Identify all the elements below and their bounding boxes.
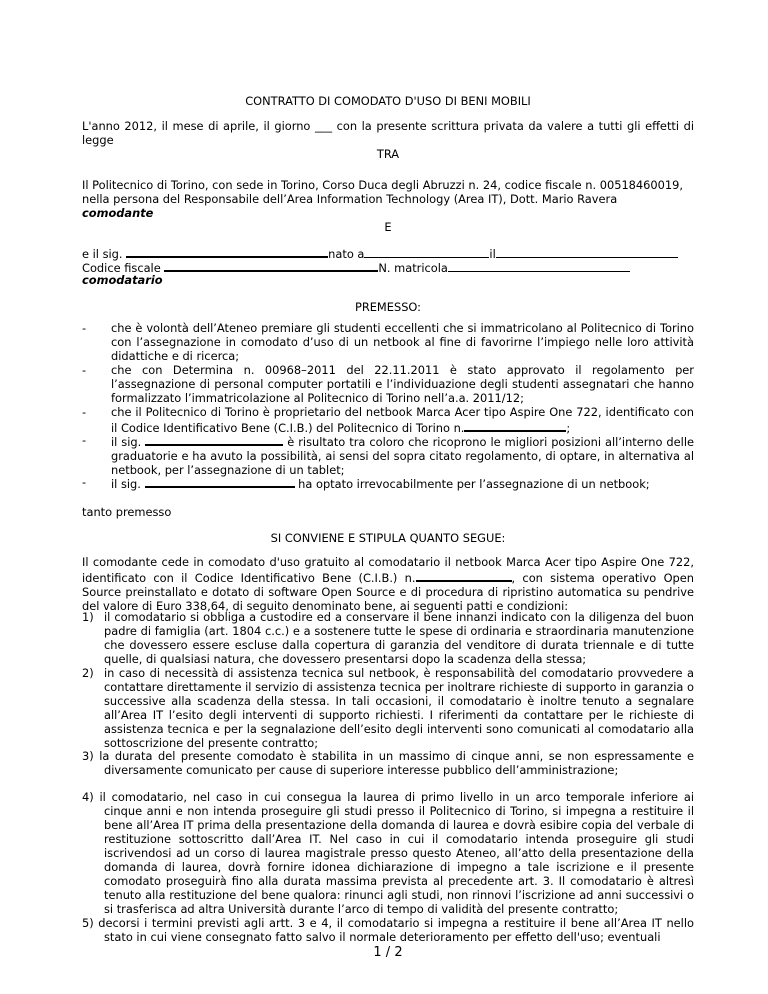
e-heading: E xyxy=(384,220,392,234)
premise-end: ; xyxy=(566,421,571,435)
premise-text: ha optato irrevocabilmente per l’assegnazione di un netbook; xyxy=(298,477,650,491)
tra-heading: TRA xyxy=(376,147,400,161)
bullet: - xyxy=(82,475,87,489)
premise-item xyxy=(111,405,694,435)
student-name-field xyxy=(145,433,283,446)
cf-field xyxy=(164,259,378,272)
student-name-field xyxy=(145,475,295,488)
bullet: - xyxy=(82,363,87,377)
bullet: - xyxy=(82,433,87,447)
intro-before: L'anno 2012, il mese di aprile, il giorno xyxy=(82,119,311,133)
premise-item: che è volontà dell’Ateneo premiare gli studenti eccellenti che si immatricolano al Politecnico di Torino con l’assegnazione in comodato d’uso di un netbook al fine di favorirne l’impiego nelle loro attività didattiche e di ricerca; xyxy=(111,321,694,363)
premise-item xyxy=(111,475,694,491)
comodante-role: comodante xyxy=(82,206,154,220)
cib-field xyxy=(464,419,566,432)
bullet: - xyxy=(82,321,87,335)
premise-text: il sig. xyxy=(111,477,141,491)
clause-number: 1) xyxy=(82,610,94,624)
nato-label: nato a xyxy=(328,247,365,261)
il-label: il xyxy=(489,247,496,261)
premise-text: che il Politecnico di Torino è proprietario del netbook Marca Acer tipo Aspire One 722, identificato con il Codice Identificativo Bene (C.I.B.) del Politecnico di Torino n. xyxy=(111,405,694,435)
premise-item: che con Determina n. 00968–2011 del 22.11.2011 è stato approvato il regolamento per l’assegnazione di personal computer portatili e l’individuazione degli studenti assegnatari che hanno formalizzato l’immatricolazione al Politecnico di Torino nell’a.a. 2011/12; xyxy=(111,363,694,405)
birthdate-field xyxy=(496,246,678,258)
document-title: CONTRATTO DI COMODATO D'USO DI BENI MOBILI xyxy=(245,94,531,108)
sig-label: e il sig. xyxy=(82,247,123,261)
cede-text: Il comodante cede in comodato d'uso gratuito al comodatario il netbook Marca Acer tipo Aspire One 722, identificato con il Codice Identificativo Bene (C.I.B.) n. xyxy=(82,555,694,585)
clause-4: 4) il comodatario, nel caso in cui consegua la laurea di primo livello in un arco temporale inferiore ai cinque anni e non intenda proseguire gli studi presso il Politecnico di Torino, si impegna a restituire il bene all’Area IT prima della presentazione della domanda di laurea e dovrà esibire copia del verbale di restituzione sottoscritto dall’Area IT. Nel caso in cui il comodatario intenda proseguire gli studi iscrivendosi ad un corso di laurea magistrale presso questo Ateneo, all’atto della presentazione della domanda di laurea, dovrà fornire idonea dichiarazione di impegno a tale iscrizione e il presente comodato proseguirà fino alla durata massima prevista al precedente art. 3. Il comodatario è altresì tenuto alla restituzione del bene qualora: rinunci agli studi, non rinnovi l’iscrizione ad anni successivi o si trasferisca ad altra Università durante l’arco di tempo di validità del presente contratto; xyxy=(82,790,694,916)
cede-text: , con sistema operativo Open Source preinstallato e dotato di software Open Source e di procedura di ripristino automatica su pendrive del valore di Euro 338,64, di seguito denominato bene, ai seguenti patti e condizioni: xyxy=(82,571,694,613)
cf-label: Codice fiscale xyxy=(82,261,161,275)
intro-paragraph xyxy=(82,119,694,147)
clause-1: il comodatario si obbliga a custodire ed a conservare il bene innanzi indicato con la diligenza del buon padre di famiglia (art. 1804 c.c.) e a sostenere tutte le spese di ordinaria e straordinaria manutenzione che dovessero essere escluse dalla copertura di garanzia del venditore di durata triennale e di tutte quelle, di qualsiasi natura, che dovessero presentarsi dopo la scadenza della stessa; xyxy=(104,610,694,666)
comodatario-role: comodatario xyxy=(82,273,163,287)
name-field xyxy=(126,245,328,258)
clause-5: 5) decorsi i termini previsti agli artt. 3 e 4, il comodatario si impegna a restituire il bene all’Area IT nello stato in cui viene consegnato fatto salvo il normale deterioramento per effetto dell'uso; eventuali xyxy=(82,916,694,944)
clause-number: 2) xyxy=(82,666,94,680)
cede-paragraph xyxy=(82,555,694,613)
premesso-heading: PREMESSO: xyxy=(354,300,422,314)
clause-2: in caso di necessità di assistenza tecnica sul netbook, è responsabilità del comodatario provvedere a contattare direttamente il servizio di assistenza tecnica per inoltrare richieste di supporto in garanzia o successive alla scadenza della stessa. In tali occasioni, il comodatario è inoltre tenuto a segnalare all’Area IT l’esito degli interventi di supporto richiesti. I riferimenti da contattare per le richieste di assistenza tecnica e per la segnalazione dell’esito degli interventi sono comunicati al comodatario alla sottoscrizione del presente contratto; xyxy=(104,666,694,750)
bullet: - xyxy=(82,405,87,419)
cib-field xyxy=(416,569,512,582)
page-number: 1 / 2 xyxy=(373,945,403,960)
premise-text: il sig. xyxy=(111,435,142,449)
premise-text: è risultato tra coloro che ricoprono le migliori posizioni all’interno delle graduatorie e ha avuto la possibilità, ai sensi del sopra citato regolamento, di optare, in alternativa al netbook, per l’assegnazione di un tablet; xyxy=(111,435,694,477)
conviene-heading: SI CONVIENE E STIPULA QUANTO SEGUE: xyxy=(270,531,506,545)
clause-3: 3) la durata del presente comodato è stabilita in un massimo di cinque anni, se non espressamente e diversamente comunicato per cause di superiore interesse pubblico dell’amministrazione; xyxy=(82,749,694,777)
comodante-paragraph: Il Politecnico di Torino, con sede in Torino, Corso Duca degli Abruzzi n. 24, codice fiscale n. 00518460019, nella persona del Responsabile dell’Area Information Technology (Area IT), Dott. Mario Ravera xyxy=(82,178,684,206)
premise-item xyxy=(111,433,694,477)
tanto-premesso: tanto premesso xyxy=(82,505,172,519)
intro-after: con la presente scrittura privata da valere a tutti gli effetti di legge xyxy=(82,119,694,147)
day-blank: ___ xyxy=(314,119,333,133)
birthplace-field xyxy=(364,246,489,258)
matricola-label: N. matricola xyxy=(378,261,448,275)
matricola-field xyxy=(448,260,630,272)
